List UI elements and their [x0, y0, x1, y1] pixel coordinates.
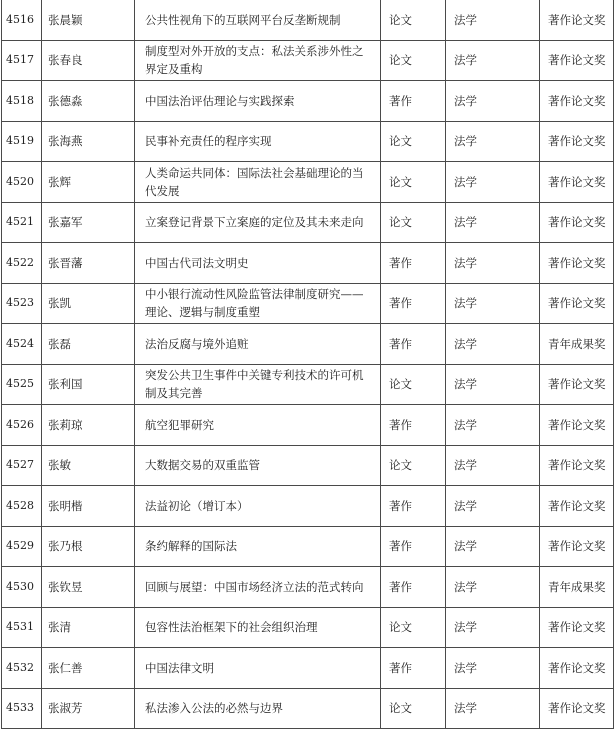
table-row	[2, 405, 614, 446]
award-category-cell: 著作论文奖	[540, 688, 614, 729]
subject-cell: 法学	[446, 567, 540, 608]
author-name-cell: 张淑芳	[42, 688, 135, 729]
work-type-cell: 论文	[381, 364, 446, 405]
work-type-cell: 著作	[381, 526, 446, 567]
subject-cell: 法学	[446, 324, 540, 365]
subject-cell: 法学	[446, 648, 540, 689]
subject-cell: 法学	[446, 121, 540, 162]
subject-cell: 法学	[446, 445, 540, 486]
serial-number-cell: 4527	[2, 445, 42, 486]
table-row	[2, 202, 614, 243]
table-row	[2, 162, 614, 203]
work-title-cell: 法治反腐与境外追赃	[135, 324, 381, 365]
work-type-cell: 著作	[381, 283, 446, 324]
author-name-cell: 张凯	[42, 283, 135, 324]
award-category-cell: 青年成果奖	[540, 324, 614, 365]
award-category-cell: 著作论文奖	[540, 364, 614, 405]
table-row	[2, 688, 614, 729]
award-category-cell: 著作论文奖	[540, 648, 614, 689]
work-type-cell: 论文	[381, 0, 446, 40]
serial-number-cell: 4532	[2, 648, 42, 689]
work-type-cell: 著作	[381, 567, 446, 608]
work-type-cell: 著作	[381, 243, 446, 284]
award-category-cell: 著作论文奖	[540, 486, 614, 527]
subject-cell: 法学	[446, 81, 540, 122]
work-title-cell: 人类命运共同体：国际法社会基础理论的当代发展	[135, 162, 381, 203]
table-row	[2, 283, 614, 324]
table-row	[2, 0, 614, 40]
work-title-cell: 航空犯罪研究	[135, 405, 381, 446]
serial-number-cell: 4523	[2, 283, 42, 324]
serial-number-cell: 4528	[2, 486, 42, 527]
author-name-cell: 张利国	[42, 364, 135, 405]
table-body	[2, 0, 614, 729]
work-title-cell: 公共性视角下的互联网平台反垄断规制	[135, 0, 381, 40]
author-name-cell: 张晨颖	[42, 0, 135, 40]
work-type-cell: 著作	[381, 81, 446, 122]
award-category-cell: 著作论文奖	[540, 607, 614, 648]
serial-number-cell: 4526	[2, 405, 42, 446]
table-row	[2, 364, 614, 405]
award-category-cell: 著作论文奖	[540, 162, 614, 203]
subject-cell: 法学	[446, 202, 540, 243]
serial-number-cell: 4521	[2, 202, 42, 243]
serial-number-cell: 4531	[2, 607, 42, 648]
serial-number-cell: 4517	[2, 40, 42, 81]
serial-number-cell: 4522	[2, 243, 42, 284]
serial-number-cell: 4530	[2, 567, 42, 608]
author-name-cell: 张春良	[42, 40, 135, 81]
subject-cell: 法学	[446, 283, 540, 324]
table-row	[2, 607, 614, 648]
work-type-cell: 论文	[381, 688, 446, 729]
subject-cell: 法学	[446, 486, 540, 527]
serial-number-cell: 4516	[2, 0, 42, 40]
award-category-cell: 著作论文奖	[540, 40, 614, 81]
work-title-cell: 条约解释的国际法	[135, 526, 381, 567]
award-category-cell: 著作论文奖	[540, 445, 614, 486]
work-title-cell: 回顾与展望：中国市场经济立法的范式转向	[135, 567, 381, 608]
work-type-cell: 论文	[381, 445, 446, 486]
author-name-cell: 张莉琼	[42, 405, 135, 446]
work-type-cell: 论文	[381, 121, 446, 162]
subject-cell: 法学	[446, 364, 540, 405]
work-title-cell: 中国法治评估理论与实践探索	[135, 81, 381, 122]
work-title-cell: 中小银行流动性风险监管法律制度研究——理论、逻辑与制度重塑	[135, 283, 381, 324]
award-category-cell: 著作论文奖	[540, 121, 614, 162]
subject-cell: 法学	[446, 243, 540, 284]
serial-number-cell: 4518	[2, 81, 42, 122]
award-category-cell: 著作论文奖	[540, 202, 614, 243]
table-row	[2, 121, 614, 162]
author-name-cell: 张乃根	[42, 526, 135, 567]
work-type-cell: 论文	[381, 607, 446, 648]
award-category-cell: 著作论文奖	[540, 283, 614, 324]
author-name-cell: 张钦昱	[42, 567, 135, 608]
work-type-cell: 著作	[381, 405, 446, 446]
subject-cell: 法学	[446, 526, 540, 567]
work-title-cell: 民事补充责任的程序实现	[135, 121, 381, 162]
work-type-cell: 论文	[381, 162, 446, 203]
work-type-cell: 著作	[381, 324, 446, 365]
author-name-cell: 张明楷	[42, 486, 135, 527]
author-name-cell: 张仁善	[42, 648, 135, 689]
subject-cell: 法学	[446, 405, 540, 446]
award-list-table	[1, 0, 614, 729]
award-category-cell: 著作论文奖	[540, 81, 614, 122]
serial-number-cell: 4524	[2, 324, 42, 365]
table-row	[2, 243, 614, 284]
award-category-cell: 著作论文奖	[540, 0, 614, 40]
award-category-cell: 著作论文奖	[540, 243, 614, 284]
author-name-cell: 张辉	[42, 162, 135, 203]
table-row	[2, 81, 614, 122]
work-title-cell: 包容性法治框架下的社会组织治理	[135, 607, 381, 648]
author-name-cell: 张清	[42, 607, 135, 648]
subject-cell: 法学	[446, 0, 540, 40]
work-type-cell: 著作	[381, 486, 446, 527]
subject-cell: 法学	[446, 40, 540, 81]
table-row	[2, 526, 614, 567]
serial-number-cell: 4525	[2, 364, 42, 405]
author-name-cell: 张磊	[42, 324, 135, 365]
serial-number-cell: 4533	[2, 688, 42, 729]
author-name-cell: 张海燕	[42, 121, 135, 162]
work-title-cell: 法益初论（增订本）	[135, 486, 381, 527]
subject-cell: 法学	[446, 607, 540, 648]
award-category-cell: 著作论文奖	[540, 405, 614, 446]
award-category-cell: 著作论文奖	[540, 526, 614, 567]
work-title-cell: 私法渗入公法的必然与边界	[135, 688, 381, 729]
work-title-cell: 中国法律文明	[135, 648, 381, 689]
award-category-cell: 青年成果奖	[540, 567, 614, 608]
author-name-cell: 张晋藩	[42, 243, 135, 284]
work-type-cell: 著作	[381, 648, 446, 689]
serial-number-cell: 4519	[2, 121, 42, 162]
subject-cell: 法学	[446, 688, 540, 729]
work-title-cell: 大数据交易的双重监管	[135, 445, 381, 486]
author-name-cell: 张敏	[42, 445, 135, 486]
serial-number-cell: 4529	[2, 526, 42, 567]
table-row	[2, 324, 614, 365]
work-title-cell: 中国古代司法文明史	[135, 243, 381, 284]
serial-number-cell: 4520	[2, 162, 42, 203]
table-row	[2, 445, 614, 486]
table-row	[2, 40, 614, 81]
author-name-cell: 张德淼	[42, 81, 135, 122]
work-title-cell: 制度型对外开放的支点：私法关系涉外性之界定及重构	[135, 40, 381, 81]
work-type-cell: 论文	[381, 202, 446, 243]
work-title-cell: 突发公共卫生事件中关键专利技术的许可机制及其完善	[135, 364, 381, 405]
work-title-cell: 立案登记背景下立案庭的定位及其未来走向	[135, 202, 381, 243]
table-row	[2, 567, 614, 608]
subject-cell: 法学	[446, 162, 540, 203]
table-row	[2, 648, 614, 689]
table-row	[2, 486, 614, 527]
author-name-cell: 张嘉军	[42, 202, 135, 243]
work-type-cell: 论文	[381, 40, 446, 81]
